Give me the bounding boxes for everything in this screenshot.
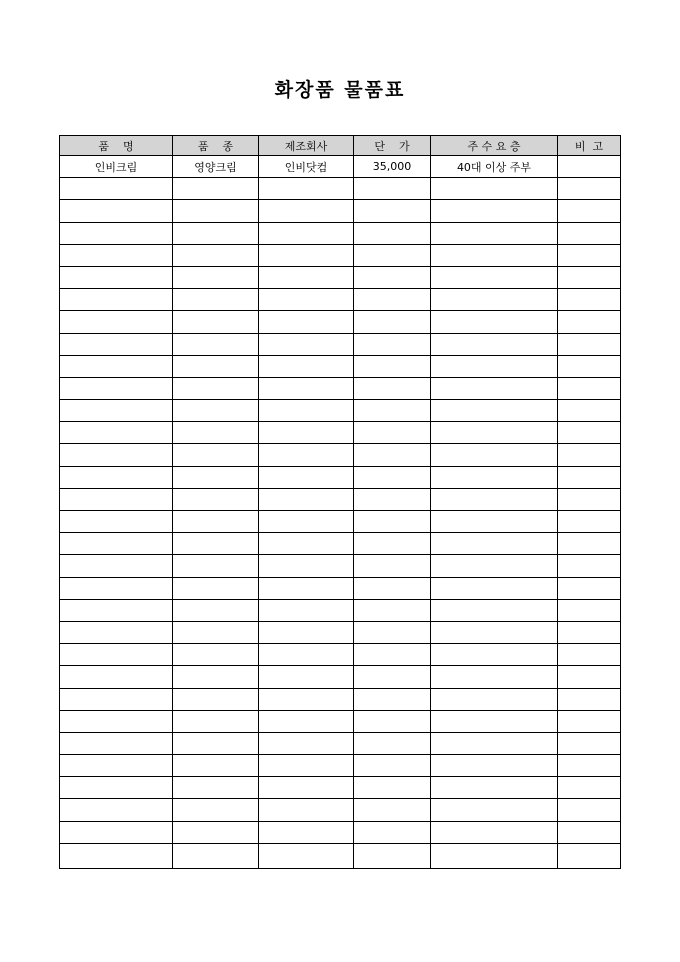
table-row [60, 755, 621, 777]
table-row [60, 821, 621, 843]
cell-remarks [558, 355, 621, 377]
cell-manufacturer [259, 355, 354, 377]
cell-remarks [558, 843, 621, 868]
cell-main-customers [431, 355, 558, 377]
cell-main-customers [431, 311, 558, 333]
cell-main-customers [431, 843, 558, 868]
cell-remarks [558, 621, 621, 643]
cell-product-name [60, 755, 173, 777]
header-remarks: 비 고 [558, 136, 621, 156]
cell-main-customers [431, 444, 558, 466]
document-title: 화장품 물품표 [274, 79, 406, 101]
cell-product-name [60, 577, 173, 599]
cell-product-name [60, 732, 173, 754]
table-row [60, 156, 621, 178]
cell-manufacturer [259, 621, 354, 643]
cell-main-customers [431, 466, 558, 488]
table-row [60, 621, 621, 643]
cell-main-customers [431, 732, 558, 754]
cell-product-type [173, 821, 259, 843]
table-row [60, 355, 621, 377]
cell-product-name [60, 488, 173, 510]
cell-remarks [558, 400, 621, 422]
cell-unit-price [354, 466, 431, 488]
cell-unit-price [354, 200, 431, 222]
cell-remarks [558, 156, 621, 178]
cell-remarks [558, 644, 621, 666]
cell-manufacturer [259, 311, 354, 333]
cell-remarks [558, 688, 621, 710]
cell-manufacturer [259, 178, 354, 200]
cell-manufacturer [259, 444, 354, 466]
cell-main-customers: 40대 이상 주부 [431, 156, 558, 178]
cell-manufacturer [259, 488, 354, 510]
header-unit-price: 단 가 [354, 136, 431, 156]
cell-remarks [558, 422, 621, 444]
cell-product-name [60, 222, 173, 244]
cell-unit-price [354, 444, 431, 466]
cell-product-name [60, 644, 173, 666]
cell-product-name [60, 311, 173, 333]
cell-product-name [60, 511, 173, 533]
cell-manufacturer: 인비닷컴 [259, 156, 354, 178]
table-row [60, 266, 621, 288]
cell-manufacturer [259, 200, 354, 222]
cell-unit-price [354, 821, 431, 843]
cell-remarks [558, 444, 621, 466]
cell-product-type [173, 289, 259, 311]
cell-unit-price [354, 710, 431, 732]
cell-manufacturer [259, 821, 354, 843]
cell-product-type [173, 266, 259, 288]
header-product-type: 품 종 [173, 136, 259, 156]
table-row [60, 843, 621, 868]
cell-unit-price [354, 777, 431, 799]
cell-manufacturer [259, 289, 354, 311]
cell-product-type [173, 200, 259, 222]
cell-product-type [173, 755, 259, 777]
cell-unit-price [354, 799, 431, 821]
cell-product-name [60, 444, 173, 466]
cell-manufacturer [259, 777, 354, 799]
cell-unit-price [354, 333, 431, 355]
table-row [60, 732, 621, 754]
cell-unit-price [354, 511, 431, 533]
table-row [60, 488, 621, 510]
cell-product-name [60, 244, 173, 266]
cell-main-customers [431, 555, 558, 577]
cell-product-name [60, 466, 173, 488]
cell-manufacturer [259, 666, 354, 688]
cell-product-type [173, 599, 259, 621]
cell-product-name [60, 799, 173, 821]
cell-product-type [173, 777, 259, 799]
cell-main-customers [431, 511, 558, 533]
cell-manufacturer [259, 333, 354, 355]
cell-remarks [558, 222, 621, 244]
cell-remarks [558, 377, 621, 399]
cell-unit-price [354, 577, 431, 599]
cell-product-type [173, 799, 259, 821]
cell-product-name [60, 621, 173, 643]
table-row [60, 644, 621, 666]
cell-unit-price [354, 599, 431, 621]
header-manufacturer: 제조회사 [259, 136, 354, 156]
header-product-name: 품 명 [60, 136, 173, 156]
cell-product-name [60, 688, 173, 710]
cell-product-type [173, 511, 259, 533]
cell-product-type [173, 644, 259, 666]
table-row [60, 577, 621, 599]
cell-manufacturer [259, 466, 354, 488]
cell-product-name [60, 355, 173, 377]
cell-main-customers [431, 599, 558, 621]
cell-product-name [60, 377, 173, 399]
cell-main-customers [431, 289, 558, 311]
cell-manufacturer [259, 843, 354, 868]
table-row [60, 710, 621, 732]
cell-main-customers [431, 755, 558, 777]
table-row [60, 377, 621, 399]
cell-product-name [60, 555, 173, 577]
cell-main-customers [431, 621, 558, 643]
cell-unit-price [354, 311, 431, 333]
table-row [60, 422, 621, 444]
cell-product-type [173, 355, 259, 377]
cell-unit-price [354, 688, 431, 710]
cell-unit-price [354, 755, 431, 777]
table-row [60, 311, 621, 333]
cell-product-type [173, 466, 259, 488]
cell-remarks [558, 289, 621, 311]
cell-product-type [173, 555, 259, 577]
table-row [60, 599, 621, 621]
cell-remarks [558, 488, 621, 510]
cell-product-type [173, 178, 259, 200]
product-table [59, 135, 621, 869]
cell-product-type [173, 577, 259, 599]
cell-manufacturer [259, 400, 354, 422]
table-row [60, 777, 621, 799]
table-row [60, 688, 621, 710]
cell-product-type [173, 666, 259, 688]
cell-unit-price [354, 222, 431, 244]
cell-product-type [173, 422, 259, 444]
cell-main-customers [431, 222, 558, 244]
cell-product-type [173, 444, 259, 466]
cell-product-name [60, 599, 173, 621]
cell-remarks [558, 555, 621, 577]
table-row [60, 666, 621, 688]
cell-unit-price [354, 422, 431, 444]
cell-remarks [558, 599, 621, 621]
cell-manufacturer [259, 710, 354, 732]
cell-main-customers [431, 200, 558, 222]
header-main-customers: 주 수 요 층 [431, 136, 558, 156]
table-row [60, 200, 621, 222]
cell-unit-price [354, 644, 431, 666]
cell-remarks [558, 511, 621, 533]
cell-unit-price [354, 621, 431, 643]
cell-product-type [173, 377, 259, 399]
cell-remarks [558, 178, 621, 200]
cell-product-type [173, 710, 259, 732]
cell-main-customers [431, 777, 558, 799]
cell-unit-price [354, 289, 431, 311]
cell-product-type [173, 688, 259, 710]
cell-remarks [558, 533, 621, 555]
cell-main-customers [431, 577, 558, 599]
cell-product-name [60, 666, 173, 688]
cell-manufacturer [259, 688, 354, 710]
cell-product-type [173, 400, 259, 422]
cell-unit-price [354, 178, 431, 200]
cell-remarks [558, 666, 621, 688]
cell-manufacturer [259, 644, 354, 666]
cell-manufacturer [259, 222, 354, 244]
cell-product-name [60, 533, 173, 555]
cell-product-type [173, 311, 259, 333]
cell-product-name [60, 400, 173, 422]
cell-manufacturer [259, 533, 354, 555]
cell-main-customers [431, 710, 558, 732]
cell-manufacturer [259, 577, 354, 599]
cell-product-name [60, 200, 173, 222]
cell-remarks [558, 333, 621, 355]
table-row [60, 444, 621, 466]
cell-unit-price [354, 266, 431, 288]
cell-product-name [60, 843, 173, 868]
cell-remarks [558, 266, 621, 288]
table-row [60, 466, 621, 488]
cell-product-type [173, 843, 259, 868]
cell-product-name [60, 333, 173, 355]
cell-manufacturer [259, 511, 354, 533]
cell-product-name [60, 777, 173, 799]
cell-product-type [173, 533, 259, 555]
cell-unit-price [354, 377, 431, 399]
cell-main-customers [431, 377, 558, 399]
table-row [60, 799, 621, 821]
table-row [60, 533, 621, 555]
cell-product-name: 인비크림 [60, 156, 173, 178]
cell-unit-price [354, 355, 431, 377]
cell-manufacturer [259, 422, 354, 444]
cell-main-customers [431, 178, 558, 200]
cell-main-customers [431, 400, 558, 422]
cell-product-type [173, 621, 259, 643]
cell-main-customers [431, 799, 558, 821]
table-row [60, 222, 621, 244]
cell-main-customers [431, 644, 558, 666]
table-body [60, 156, 621, 869]
header-row [60, 136, 621, 156]
cell-main-customers [431, 688, 558, 710]
table-row [60, 400, 621, 422]
cell-product-name [60, 178, 173, 200]
cell-remarks [558, 755, 621, 777]
cell-remarks [558, 244, 621, 266]
cell-unit-price [354, 732, 431, 754]
cell-manufacturer [259, 266, 354, 288]
cell-unit-price [354, 488, 431, 510]
cell-product-type [173, 488, 259, 510]
cell-unit-price [354, 533, 431, 555]
table-row [60, 289, 621, 311]
cell-main-customers [431, 266, 558, 288]
cell-product-type [173, 732, 259, 754]
cell-product-name [60, 710, 173, 732]
cell-product-name [60, 289, 173, 311]
cell-manufacturer [259, 599, 354, 621]
table-row [60, 244, 621, 266]
cell-product-name [60, 821, 173, 843]
cell-manufacturer [259, 555, 354, 577]
table-row [60, 333, 621, 355]
cell-remarks [558, 732, 621, 754]
cell-remarks [558, 777, 621, 799]
cell-main-customers [431, 533, 558, 555]
table-row [60, 511, 621, 533]
cell-remarks [558, 200, 621, 222]
cell-main-customers [431, 244, 558, 266]
cell-remarks [558, 311, 621, 333]
cell-main-customers [431, 666, 558, 688]
cell-manufacturer [259, 244, 354, 266]
cell-product-type [173, 333, 259, 355]
cell-unit-price: 35,000 [354, 156, 431, 178]
cell-unit-price [354, 400, 431, 422]
cell-main-customers [431, 333, 558, 355]
cell-manufacturer [259, 377, 354, 399]
cell-product-type [173, 222, 259, 244]
cell-main-customers [431, 821, 558, 843]
cell-manufacturer [259, 799, 354, 821]
cell-remarks [558, 710, 621, 732]
cell-manufacturer [259, 755, 354, 777]
cell-unit-price [354, 555, 431, 577]
cell-product-type [173, 244, 259, 266]
cell-remarks [558, 466, 621, 488]
table-row [60, 178, 621, 200]
table-row [60, 555, 621, 577]
cell-remarks [558, 577, 621, 599]
cell-remarks [558, 799, 621, 821]
cell-product-type: 영양크림 [173, 156, 259, 178]
cell-product-name [60, 266, 173, 288]
cell-main-customers [431, 488, 558, 510]
cell-unit-price [354, 666, 431, 688]
cell-unit-price [354, 843, 431, 868]
cell-product-name [60, 422, 173, 444]
cell-unit-price [354, 244, 431, 266]
cell-main-customers [431, 422, 558, 444]
cell-remarks [558, 821, 621, 843]
cell-manufacturer [259, 732, 354, 754]
